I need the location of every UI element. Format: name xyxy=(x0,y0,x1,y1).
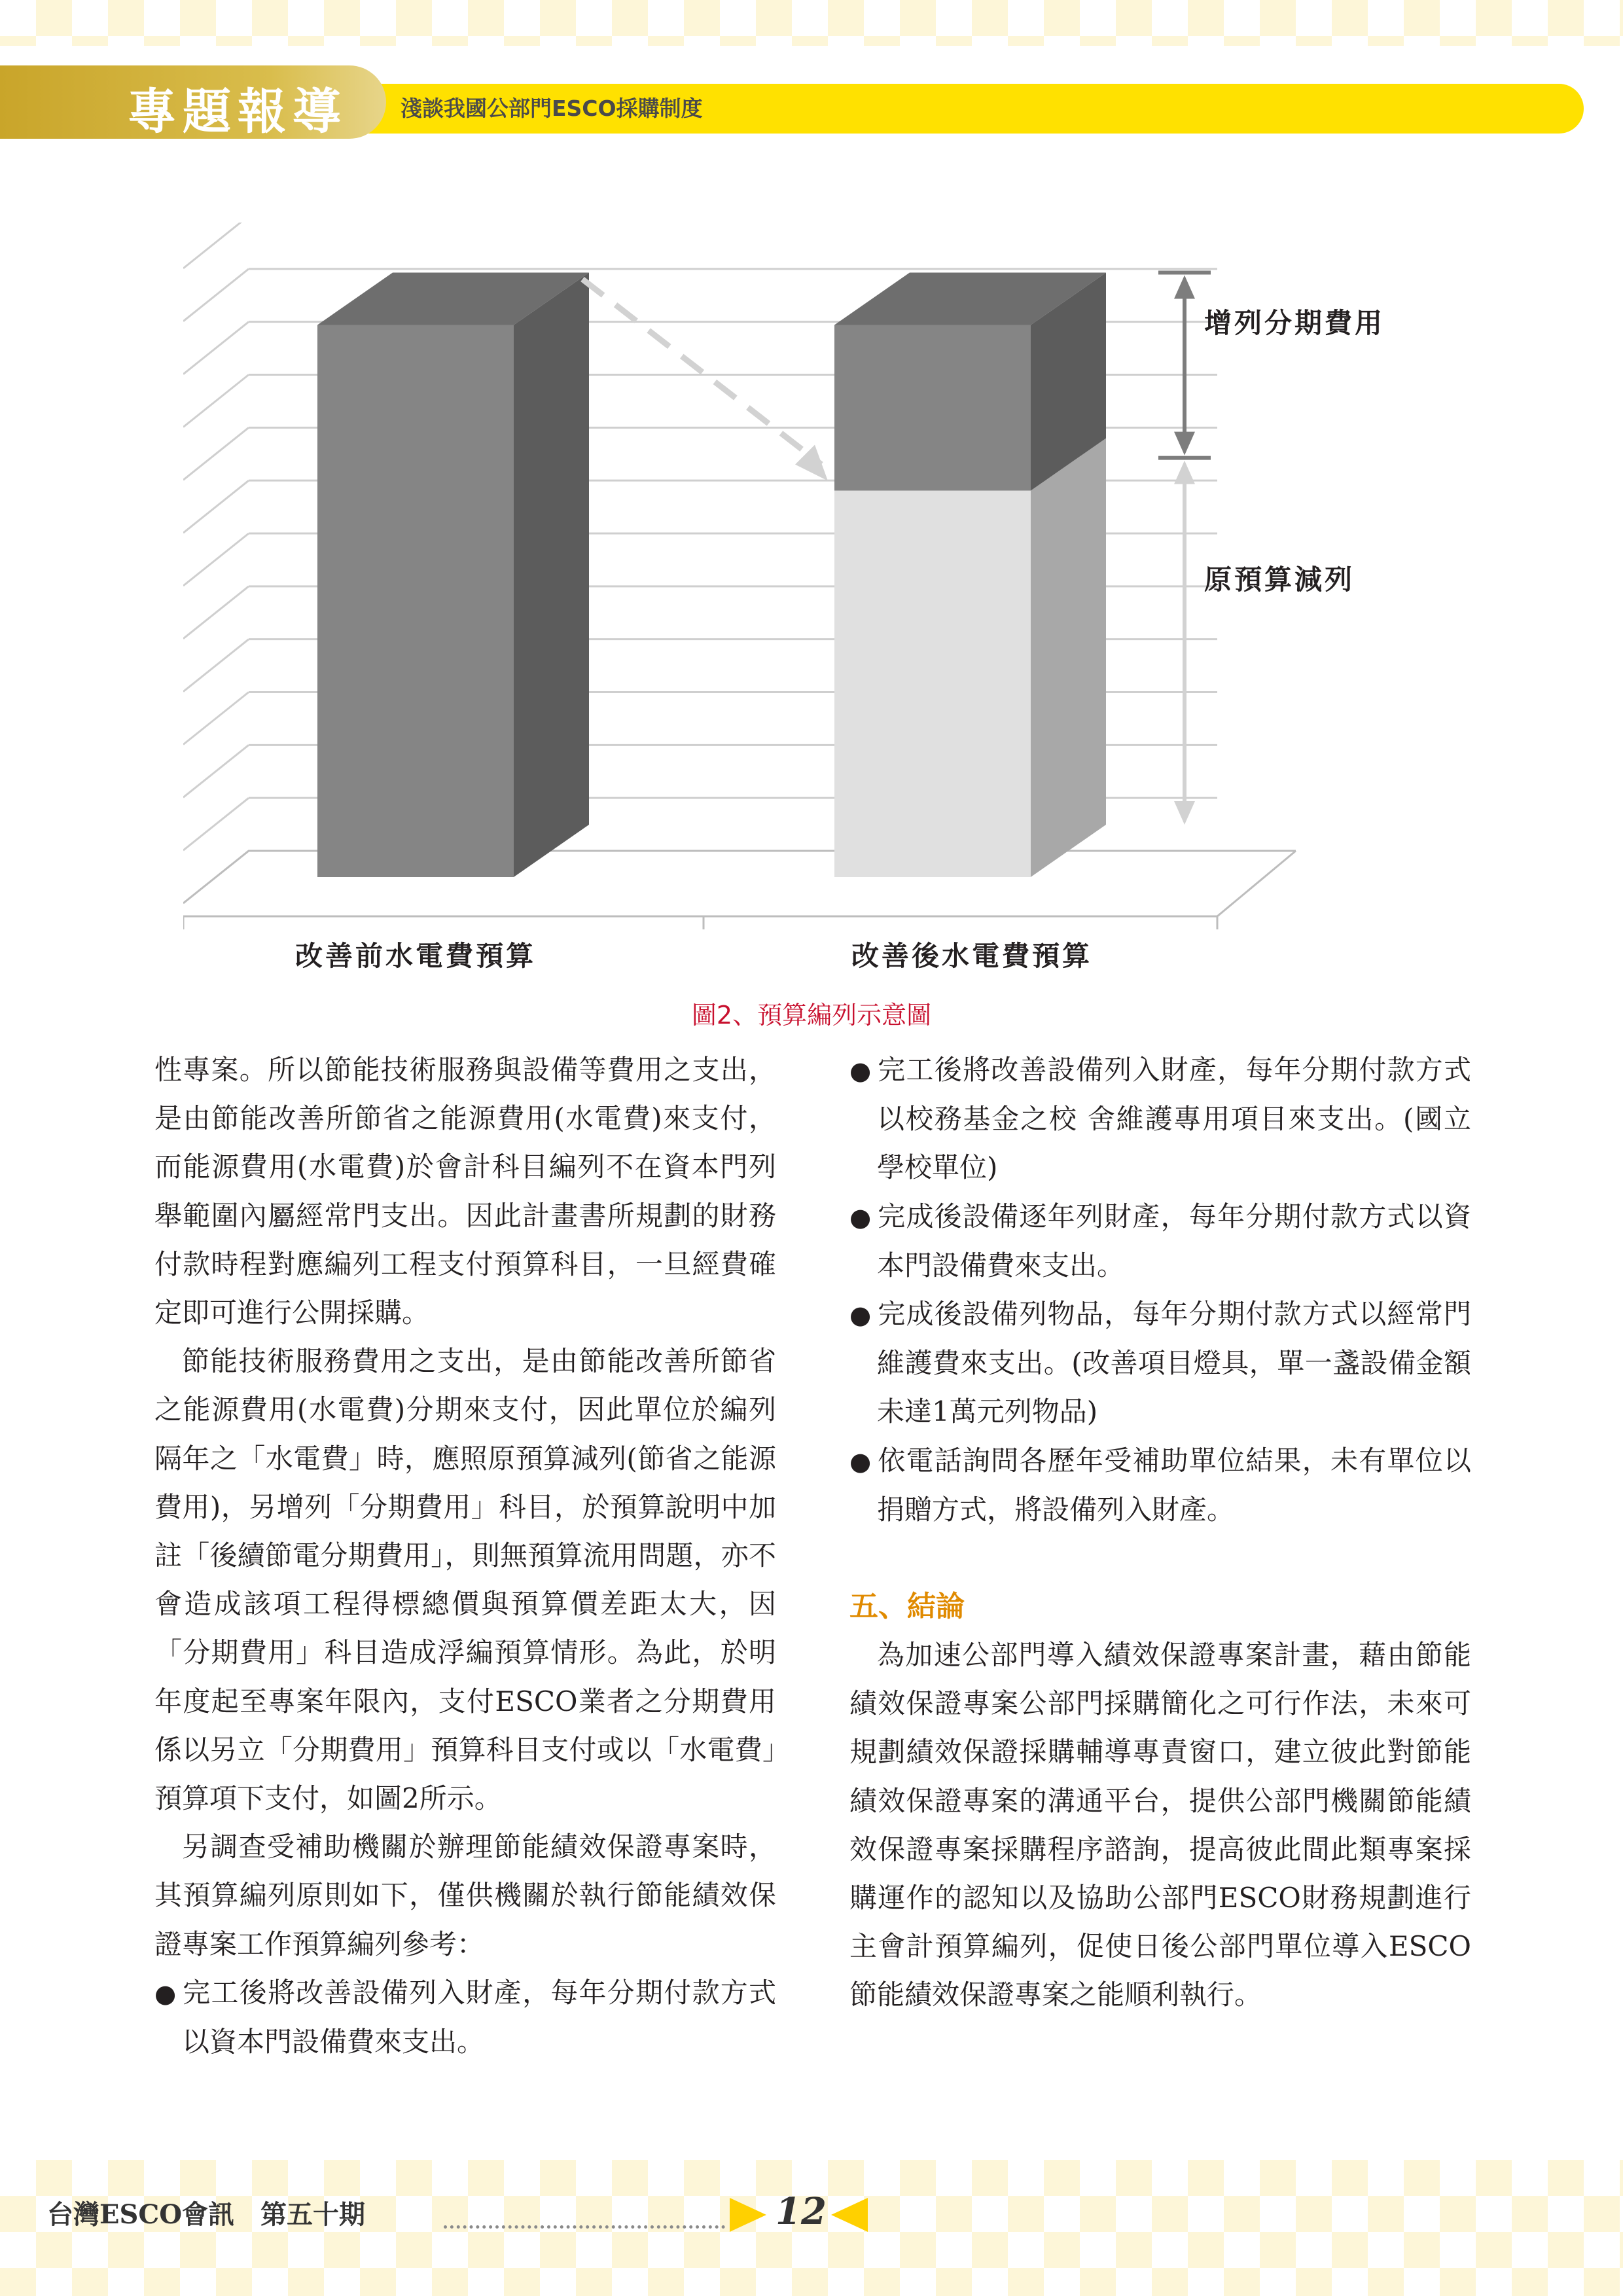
dashed-arrow xyxy=(582,279,821,465)
figure-caption: 圖2、預算編列示意圖 xyxy=(691,1001,932,1030)
bar-before-side xyxy=(514,273,589,877)
reduce-label: 原預算減列 xyxy=(1204,563,1355,596)
right-column xyxy=(849,1046,1471,2020)
wall-gridline xyxy=(183,798,249,850)
category-label-before: 改善前水電費預算 xyxy=(294,940,537,972)
wall-gridline xyxy=(183,427,249,480)
paragraph: 為加速公部門導入績效保證專案計畫，藉由節能績效保證專案公部門採購簡化之可行作法，未來可規劃績效保證採購輔導專責窗口，建立彼此對節能績效保證專案的溝通平台，提供公部門機關節能績效保證專案採購程序諮詢，提高彼此間此類專案採購運作的認知以及協助公部門ESCO財務規劃進行主會計預算編列，促使日後公部門單位導入ESCO節能績效保證專案之能順利執行。 xyxy=(849,1639,1471,2011)
footer-dotted-line xyxy=(444,2225,725,2229)
wall-gridline xyxy=(183,480,249,533)
bullet-item: ● 完成後設備列物品，每年分期付款方式以經常門維護費來支出。(改善項目燈具，單一盞設備金額未達1萬元列物品) xyxy=(849,1290,1471,1437)
bar-after-base-front xyxy=(834,491,1031,877)
wall-gridline xyxy=(183,586,249,639)
bullet-item: ● 完工後將改善設備列入財產，每年分期付款方式以校務基金之校 舍維護專用項目來支出。(國立學校單位) xyxy=(849,1046,1471,1193)
reduce-arrow-head-up xyxy=(1174,461,1195,484)
spacer xyxy=(849,1534,1471,1583)
page-number: 12 xyxy=(776,2190,827,2233)
left-column xyxy=(154,1046,776,2066)
wall-gridline xyxy=(183,322,249,374)
publication-name: 台灣ESCO會訊 第五十期 xyxy=(47,2199,366,2230)
increase-arrow-head-down xyxy=(1174,432,1195,456)
bullet-item: ● 完工後將改善設備列入財產，每年分期付款方式以資本門設備費來支出。 xyxy=(154,1969,776,2066)
wall-gridline xyxy=(183,375,249,427)
top-checker-band xyxy=(0,0,1623,46)
wall-gridline xyxy=(183,223,249,268)
section-heading: 五、結論 xyxy=(849,1590,965,1624)
increase-arrow-head-up xyxy=(1174,276,1195,299)
paragraph: 節能技術服務費用之支出，是由節能改善所節省之能源費用(水電費)分期來支付，因此單位於編列隔年之「水電費」時，應照原預算減列(節省之能源費用)，另增列「分期費用」科目，於預算說明中加註「後續節電分期費用」，則無預算流用問題，亦不會造成該項工程得標總價與預算價差距太大，因「分期費用」科目造成浮編預算情形。為此，於明年度起至專案年限內，支付ESCO業者之分期費用係以另立「分期費用」預算科目支付或以「水電費」預算項下支付，如圖2所示。 xyxy=(154,1345,776,1815)
wall-gridline xyxy=(183,533,249,586)
wall-gridline xyxy=(183,692,249,745)
bar-before-front xyxy=(317,325,514,877)
paragraph: 性專案。所以節能技術服務與設備等費用之支出，是由節能改善所節省之能源費用(水電費)來支付，而能源費用(水電費)於會計科目編列不在資本門列舉範圍內屬經常門支出。因此計畫書所規劃的財務付款時程對應編列工程支付預算科目，一旦經費確定即可進行公開採購。 xyxy=(154,1054,776,1329)
bullet-item: ● 完成後設備逐年列財產，每年分期付款方式以資本門設備費來支出。 xyxy=(849,1193,1471,1290)
increase-label: 增列分期費用 xyxy=(1204,307,1385,340)
left-arrow-icon xyxy=(831,2198,868,2232)
paragraph: 另調查受補助機關於辦理節能績效保證專案時，其預算編列原則如下，僅供機關於執行節能績效保證專案工作預算編列參考： xyxy=(154,1831,776,1960)
bar-after-increase-front xyxy=(834,325,1031,491)
reduce-arrow-head-down xyxy=(1174,801,1195,825)
bullet-item: ● 依電話詢問各歷年受補助單位結果，未有單位以捐贈方式，將設備列入財產。 xyxy=(849,1437,1471,1534)
bar-after-base-side xyxy=(1031,439,1106,877)
article-title: 淺談我國公部門ESCO採購制度 xyxy=(401,96,703,121)
wall-gridline xyxy=(183,269,249,321)
wall-gridline xyxy=(183,639,249,692)
wall-gridline xyxy=(183,745,249,797)
chart-bars xyxy=(317,273,1106,877)
section-title: 專題報導 xyxy=(128,84,348,140)
category-label-after: 改善後水電費預算 xyxy=(851,940,1093,972)
right-arrow-icon xyxy=(730,2198,766,2232)
budget-chart xyxy=(183,223,1427,975)
